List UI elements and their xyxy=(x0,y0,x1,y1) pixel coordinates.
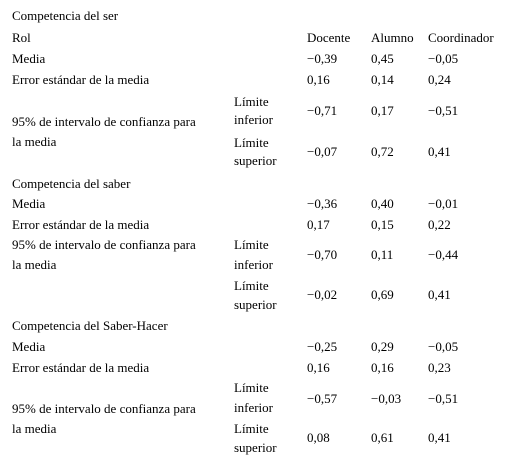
column-header-alumno: Alumno xyxy=(371,30,414,45)
ci-label-line1: 95% de intervalo de confianza para xyxy=(12,401,196,416)
cell-lower-docente: −0,70 xyxy=(307,247,338,262)
section-title-ser: Competencia del ser xyxy=(12,8,119,23)
cell-lower-docente: −0,71 xyxy=(307,103,338,118)
cell-error-coordinador: 0,24 xyxy=(428,72,451,87)
lower-label-line2: inferior xyxy=(234,400,273,415)
upper-label-line1: Límite xyxy=(234,421,269,436)
media-label: Media xyxy=(12,51,46,66)
cell-upper-alumno: 0,69 xyxy=(371,287,394,302)
ci-label-line2: la media xyxy=(12,421,57,436)
lower-label-line2: inferior xyxy=(234,257,273,272)
cell-media-coordinador: −0,05 xyxy=(428,339,459,354)
cell-error-coordinador: 0,22 xyxy=(428,217,451,232)
column-header-coordinador: Coordinador xyxy=(428,30,494,45)
media-label: Media xyxy=(12,339,46,354)
upper-label-line1: Límite xyxy=(234,135,269,150)
lower-label-line1: Límite xyxy=(234,94,269,109)
cell-media-coordinador: −0,05 xyxy=(428,51,459,66)
section-title-saber: Competencia del saber xyxy=(12,176,131,191)
cell-error-docente: 0,16 xyxy=(307,360,330,375)
cell-lower-alumno: 0,17 xyxy=(371,103,394,118)
cell-lower-alumno: −0,03 xyxy=(371,391,402,406)
cell-media-alumno: 0,29 xyxy=(371,339,394,354)
cell-media-docente: −0,25 xyxy=(307,339,338,354)
cell-lower-coordinador: −0,51 xyxy=(428,391,459,406)
section-title-saber-hacer: Competencia del Saber-Hacer xyxy=(12,318,168,333)
cell-upper-coordinador: 0,41 xyxy=(428,144,451,159)
cell-error-coordinador: 0,23 xyxy=(428,360,451,375)
upper-label-line1: Límite xyxy=(234,278,269,293)
cell-lower-docente: −0,57 xyxy=(307,391,338,406)
cell-upper-docente: −0,02 xyxy=(307,287,338,302)
cell-error-docente: 0,17 xyxy=(307,217,330,232)
cell-lower-coordinador: −0,44 xyxy=(428,247,459,262)
upper-label-line2: superior xyxy=(234,440,277,455)
cell-media-coordinador: −0,01 xyxy=(428,196,459,211)
ci-label-line1: 95% de intervalo de confianza para xyxy=(12,114,196,129)
error-label: Error estándar de la media xyxy=(12,360,150,375)
cell-error-docente: 0,16 xyxy=(307,72,330,87)
cell-media-alumno: 0,40 xyxy=(371,196,394,211)
upper-label-line2: superior xyxy=(234,153,277,168)
cell-upper-coordinador: 0,41 xyxy=(428,287,451,302)
ci-label-line1: 95% de intervalo de confianza para xyxy=(12,237,196,252)
cell-lower-alumno: 0,11 xyxy=(371,247,394,262)
cell-error-alumno: 0,16 xyxy=(371,360,394,375)
error-label: Error estándar de la media xyxy=(12,217,150,232)
column-header-docente: Docente xyxy=(307,30,351,45)
rol-label: Rol xyxy=(12,30,31,45)
cell-media-alumno: 0,45 xyxy=(371,51,394,66)
cell-upper-alumno: 0,72 xyxy=(371,144,394,159)
lower-label-line1: Límite xyxy=(234,380,269,395)
upper-label-line2: superior xyxy=(234,297,277,312)
cell-upper-docente: −0,07 xyxy=(307,144,338,159)
cell-upper-coordinador: 0,41 xyxy=(428,430,451,445)
ci-label-line2: la media xyxy=(12,134,57,149)
cell-media-docente: −0,39 xyxy=(307,51,338,66)
lower-label-line1: Límite xyxy=(234,237,269,252)
lower-label-line2: inferior xyxy=(234,112,273,127)
media-label: Media xyxy=(12,196,46,211)
ci-label-line2: la media xyxy=(12,257,57,272)
cell-lower-coordinador: −0,51 xyxy=(428,103,459,118)
cell-media-docente: −0,36 xyxy=(307,196,338,211)
cell-error-alumno: 0,14 xyxy=(371,72,394,87)
cell-upper-docente: 0,08 xyxy=(307,430,330,445)
error-label: Error estándar de la media xyxy=(12,72,150,87)
cell-error-alumno: 0,15 xyxy=(371,217,394,232)
cell-upper-alumno: 0,61 xyxy=(371,430,394,445)
